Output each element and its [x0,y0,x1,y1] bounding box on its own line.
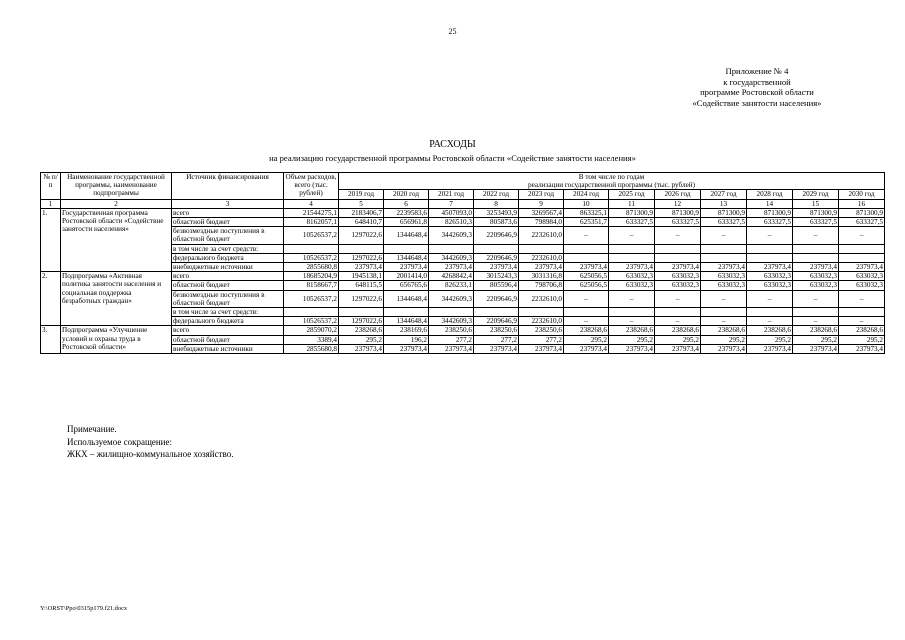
year-value: 871300,9 [701,208,747,217]
year-value: 633032,3 [839,281,885,290]
year-value: 238268,6 [564,326,609,335]
expenses-table [40,172,885,354]
year-value: 1297022,6 [339,290,384,307]
year-value [655,253,701,262]
year-value [609,308,655,317]
column-number: 6 [384,199,429,208]
column-number: 13 [701,199,747,208]
header-group-2: реализации государственной программы (тыс. рублей) [339,181,885,190]
appendix-line-3: программе Ростовской области [700,87,814,97]
year-value: 633032,3 [701,281,747,290]
year-value: 2232610,0 [519,290,564,307]
year-value: 237973,4 [793,344,839,353]
year-value: 1297022,6 [339,253,384,262]
year-value: 237973,4 [701,263,747,272]
year-value [564,244,609,253]
column-number-row [41,199,885,208]
year-header: 2019 год [339,190,384,199]
year-value: 238268,6 [609,326,655,335]
year-value: – [839,227,885,244]
year-value: 633032,3 [793,272,839,281]
year-value: 805596,4 [474,281,519,290]
funding-source: областной бюджет [172,218,284,227]
total-volume: 10526537,2 [284,253,339,262]
year-value: 826233,1 [429,281,474,290]
year-header: 2026 год [655,190,701,199]
year-value: 1297022,6 [339,227,384,244]
column-number: 1 [41,199,61,208]
table-row [41,326,885,335]
column-number: 12 [655,199,701,208]
year-value [747,253,793,262]
year-value: 237973,4 [474,344,519,353]
year-value: 238250,6 [429,326,474,335]
funding-source: внебюджетные источники [172,263,284,272]
note-abbrev-heading: Используемое сокращение: [67,436,172,447]
year-value: 295,2 [793,335,839,344]
year-value: 2183406,7 [339,208,384,217]
funding-source: всего [172,326,284,335]
year-value: 3015243,3 [474,272,519,281]
year-value: 2001414,0 [384,272,429,281]
header-source: Источник финансирования [172,173,284,200]
appendix-line-4: «Содействие занятости населения» [692,97,822,108]
year-value: 633327,5 [793,218,839,227]
year-value [519,308,564,317]
header-num: № п/п [41,173,61,200]
year-value: – [747,227,793,244]
year-value: – [564,317,609,326]
year-value: – [701,290,747,307]
year-value: 238268,6 [839,326,885,335]
year-value: – [839,290,885,307]
year-value: – [793,290,839,307]
year-value: 237973,4 [839,344,885,353]
year-header: 2025 год [609,190,655,199]
year-value: 196,2 [384,335,429,344]
year-value [609,244,655,253]
year-value: 3253493,9 [474,208,519,217]
document-subtitle: на реализацию государственной программы Ростовской области «Содействие занятости населения» [269,153,636,163]
note-abbrev-item: ЖКХ – жилищно-коммунальное хозяйство. [67,449,234,459]
year-value [701,308,747,317]
year-value [384,308,429,317]
total-volume: 10526537,2 [284,290,339,307]
year-value: 238268,6 [747,326,793,335]
year-value: 237973,4 [609,263,655,272]
year-value [793,253,839,262]
year-value: 2209646,9 [474,253,519,262]
table-row [41,272,885,281]
year-value: – [609,290,655,307]
year-value: – [609,227,655,244]
year-value: 1344648,4 [384,290,429,307]
year-value: 2209646,9 [474,290,519,307]
header-volume: Объем расходов, всего (тыс. рублей) [284,173,339,200]
year-value: 237973,4 [339,263,384,272]
year-value: 4268842,4 [429,272,474,281]
year-value: 277,2 [474,335,519,344]
year-value: 238268,6 [655,326,701,335]
total-volume: 2859070,2 [284,326,339,335]
total-volume: 8158667,7 [284,281,339,290]
year-value [839,308,885,317]
year-value: 237973,4 [655,344,701,353]
year-value: 633032,3 [609,281,655,290]
year-value: 1344648,4 [384,317,429,326]
year-value: 237973,4 [429,263,474,272]
section-name: Подпрограмма «Улучшение условий и охраны труда в Ростовской области» [61,326,172,354]
footer-file-path: Y:\ORST\Ppo\0315p179.f21.docx [40,605,128,612]
total-volume: 2855680,8 [284,263,339,272]
year-header: 2022 год [474,190,519,199]
year-value [429,244,474,253]
total-volume: 8162057,1 [284,218,339,227]
year-header: 2021 год [429,190,474,199]
year-value: 237973,4 [564,263,609,272]
year-value: – [655,227,701,244]
year-value: 1945138,1 [339,272,384,281]
total-volume: 21544275,1 [284,208,339,217]
year-value: 633327,5 [747,218,793,227]
year-value: 3442609,3 [429,290,474,307]
year-value: 295,2 [339,335,384,344]
year-value: – [747,317,793,326]
year-value: 237973,4 [747,263,793,272]
year-header: 2023 год [519,190,564,199]
table-row [41,208,885,217]
year-value: – [609,317,655,326]
notes-block [67,423,233,461]
year-value: 2232610,0 [519,317,564,326]
column-number: 7 [429,199,474,208]
document-title: РАСХОДЫ [429,139,476,150]
year-value: 277,2 [429,335,474,344]
funding-source: федерального бюджета [172,317,284,326]
year-value: 633327,5 [655,218,701,227]
year-value: 238268,6 [701,326,747,335]
page-number: 25 [448,27,457,36]
year-value: 295,2 [609,335,655,344]
year-value: 237973,4 [519,344,564,353]
column-number: 10 [564,199,609,208]
column-number: 16 [839,199,885,208]
year-value: – [747,290,793,307]
year-value: 871300,9 [839,208,885,217]
year-header: 2020 год [384,190,429,199]
year-value [701,244,747,253]
year-value: 1297022,6 [339,317,384,326]
year-value: 2239583,6 [384,208,429,217]
year-value: 238268,6 [793,326,839,335]
year-value: 295,2 [747,335,793,344]
year-value [339,308,384,317]
year-value: 238250,6 [519,326,564,335]
year-value: 4507093,0 [429,208,474,217]
year-value: – [793,317,839,326]
column-number: 11 [609,199,655,208]
year-value: 625056,5 [564,272,609,281]
funding-source: всего [172,208,284,217]
year-value: 277,2 [519,335,564,344]
year-value: 2232610,0 [519,253,564,262]
year-value: 633032,3 [655,281,701,290]
year-value: 3442609,3 [429,253,474,262]
year-value: 3442609,3 [429,227,474,244]
total-volume [284,308,339,317]
year-value: 863325,1 [564,208,609,217]
year-value: 295,2 [564,335,609,344]
year-value [564,253,609,262]
column-number: 5 [339,199,384,208]
year-value: – [701,317,747,326]
column-number: 3 [172,199,284,208]
appendix-line-1: Приложение № 4 [725,66,789,76]
note-title: Примечание. [67,424,117,434]
year-value: – [655,290,701,307]
year-value [747,308,793,317]
year-value [655,244,701,253]
year-header: 2024 год [564,190,609,199]
year-value: 633327,5 [701,218,747,227]
year-header: 2027 год [701,190,747,199]
year-header: 2030 год [839,190,885,199]
year-value: 1344648,4 [384,253,429,262]
year-value [429,308,474,317]
year-value: 633032,3 [839,272,885,281]
year-value: 295,2 [839,335,885,344]
year-value: – [839,317,885,326]
year-value: 648410,7 [339,218,384,227]
year-value: 633032,3 [747,272,793,281]
year-value: 871300,9 [793,208,839,217]
year-value: 238268,6 [339,326,384,335]
year-value: 656961,8 [384,218,429,227]
appendix-line-2: к государственной [723,76,791,87]
year-value: 237973,4 [701,344,747,353]
year-value: 633327,5 [609,218,655,227]
column-number: 2 [61,199,172,208]
year-value [564,308,609,317]
year-value: – [793,227,839,244]
year-value [474,308,519,317]
funding-source: внебюджетные источники [172,344,284,353]
year-value [701,253,747,262]
funding-source: областной бюджет [172,281,284,290]
year-value: 1344648,4 [384,227,429,244]
year-value: 805873,6 [474,218,519,227]
header-name: Наименование государственной программы, наименование подпрограммы [61,173,172,200]
year-value: 798984,0 [519,218,564,227]
section-name: Подпрограмма «Активная политика занятости населения и социальная поддержка безработных граждан» [61,272,172,326]
year-value: 656765,6 [384,281,429,290]
total-volume: 2855680,8 [284,344,339,353]
section-number: 1. [41,208,61,271]
year-value: – [655,317,701,326]
total-volume: 3389,4 [284,335,339,344]
section-name: Государственная программа Ростовской области «Содействие занятости населения» [61,208,172,271]
year-value: 238169,6 [384,326,429,335]
year-value [839,244,885,253]
table-body [41,208,885,353]
year-value: 633327,5 [839,218,885,227]
year-value: 871300,9 [609,208,655,217]
funding-source: федерального бюджета [172,253,284,262]
year-value: 3269567,4 [519,208,564,217]
year-value: 871300,9 [655,208,701,217]
column-number: 9 [519,199,564,208]
year-value: 237973,4 [564,344,609,353]
year-value: 633032,3 [609,272,655,281]
year-value: 237973,4 [519,263,564,272]
year-value: 237973,4 [474,263,519,272]
year-value [793,308,839,317]
year-value: 633032,3 [793,281,839,290]
year-value [474,244,519,253]
year-value: 2209646,9 [474,317,519,326]
year-value: 295,2 [701,335,747,344]
funding-source: безвозмездные поступления в областной бюджет [172,227,284,244]
year-value: 3442609,3 [429,317,474,326]
year-value: 633032,3 [747,281,793,290]
year-value: 625351,7 [564,218,609,227]
total-volume: 18685204,9 [284,272,339,281]
year-value: 625056,5 [564,281,609,290]
year-value [339,244,384,253]
year-value: 3031316,8 [519,272,564,281]
year-value: 237973,4 [793,263,839,272]
year-value: – [701,227,747,244]
year-value: 237973,4 [384,344,429,353]
funding-source: всего [172,272,284,281]
year-value: 237973,4 [429,344,474,353]
section-number: 3. [41,326,61,354]
year-value [609,253,655,262]
year-value: 2209646,9 [474,227,519,244]
year-header: 2029 год [793,190,839,199]
year-header: 2028 год [747,190,793,199]
year-value: – [564,227,609,244]
year-value [519,244,564,253]
funding-source: безвозмездные поступления в областной бюджет [172,290,284,307]
year-value [839,253,885,262]
year-value: 238250,6 [474,326,519,335]
year-value: 648115,5 [339,281,384,290]
year-value: 826510,3 [429,218,474,227]
year-value: – [564,290,609,307]
column-number: 4 [284,199,339,208]
column-number: 14 [747,199,793,208]
year-value: 633032,3 [701,272,747,281]
year-value: 798706,8 [519,281,564,290]
year-value: 871300,9 [747,208,793,217]
year-value: 237973,4 [384,263,429,272]
total-volume: 10526537,2 [284,227,339,244]
column-number: 8 [474,199,519,208]
section-number: 2. [41,272,61,326]
total-volume [284,244,339,253]
funding-source: областной бюджет [172,335,284,344]
year-value [655,308,701,317]
year-value [384,244,429,253]
funding-source: в том числе за счет средств: [172,308,284,317]
year-value: 237973,4 [609,344,655,353]
total-volume: 10526537,2 [284,317,339,326]
year-value: 237973,4 [655,263,701,272]
year-value: 237973,4 [839,263,885,272]
year-value [793,244,839,253]
column-number: 15 [793,199,839,208]
year-value: 633032,3 [655,272,701,281]
table-header [41,173,885,209]
appendix-header [647,66,867,108]
year-value: 295,2 [655,335,701,344]
funding-source: в том числе за счет средств: [172,244,284,253]
year-value: 237973,4 [339,344,384,353]
year-value [747,244,793,253]
year-value: 237973,4 [747,344,793,353]
header-group-1: В том числе по годам [339,173,885,182]
year-value: 2232610,0 [519,227,564,244]
